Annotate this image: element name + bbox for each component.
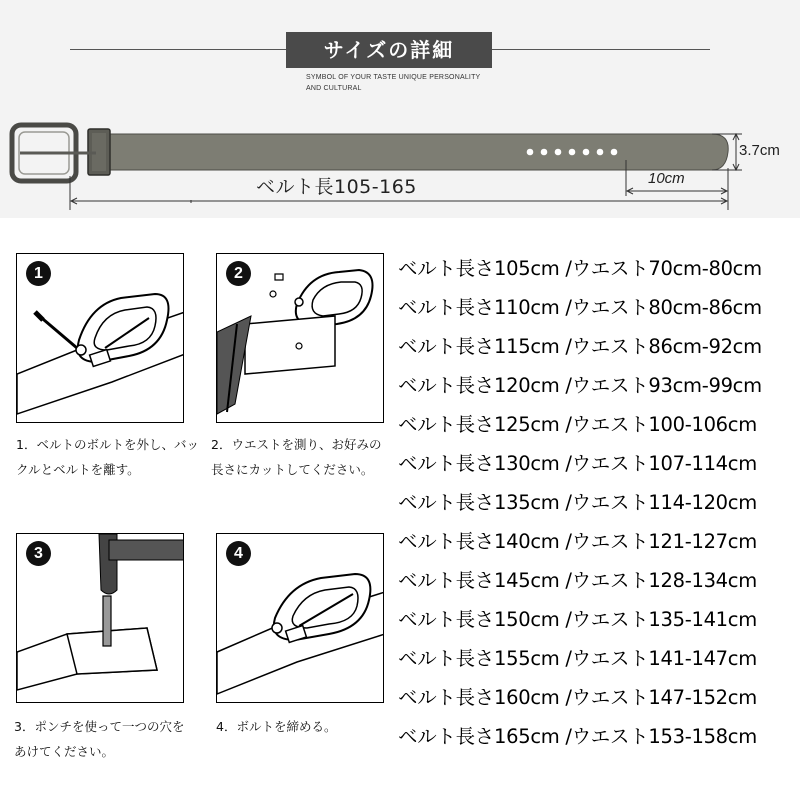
size-row: ベルト長さ145cm /ウエスト128-134cm xyxy=(398,569,757,592)
step-1-caption: 1．ベルトのボルトを外し、バックルとベルトを離す。 xyxy=(16,437,199,477)
step-2-panel xyxy=(216,253,384,423)
step-2-illustration xyxy=(217,254,384,423)
step-1-illustration xyxy=(17,254,184,423)
belt-strap xyxy=(104,134,728,170)
belt-end-label: 10cm xyxy=(648,170,685,187)
size-row: ベルト長さ140cm /ウエスト121-127cm xyxy=(398,530,757,553)
step-3-panel xyxy=(16,533,184,703)
step-4-caption: 4．ボルトを締める。 xyxy=(216,719,337,734)
step-2-caption: 2．ウエストを測り、お好みの長さにカットしてください。 xyxy=(211,437,382,477)
step-4-panel xyxy=(216,533,384,703)
size-row: ベルト長さ165cm /ウエスト153-158cm xyxy=(398,725,757,748)
size-row: ベルト長さ135cm /ウエスト114-120cm xyxy=(398,491,757,514)
step-1-panel xyxy=(16,253,184,423)
step-1-badge: 1 xyxy=(26,261,51,286)
size-row: ベルト長さ110cm /ウエスト80cm-86cm xyxy=(398,296,762,319)
page-subtitle: SYMBOL OF YOUR TASTE UNIQUE PERSONALITY AND CULTURAL xyxy=(306,74,481,92)
step-2-badge: 2 xyxy=(226,261,251,286)
step-3-caption: 3．ポンチを使って一つの穴をあけてください。 xyxy=(14,719,185,759)
step-3-badge: 3 xyxy=(26,541,51,566)
size-row: ベルト長さ125cm /ウエスト100-106cm xyxy=(398,413,757,436)
size-row: ベルト長さ105cm /ウエスト70cm-80cm xyxy=(398,257,762,280)
step-3-illustration xyxy=(17,534,184,703)
step-4-badge: 4 xyxy=(226,541,251,566)
size-row: ベルト長さ150cm /ウエスト135-141cm xyxy=(398,608,757,631)
page-title: サイズの詳細 xyxy=(286,32,492,68)
belt-width-label: 3.7cm xyxy=(739,142,780,159)
step-4-illustration xyxy=(217,534,384,703)
size-row: ベルト長さ155cm /ウエスト141-147cm xyxy=(398,647,757,670)
belt-illustration xyxy=(0,110,800,220)
size-row: ベルト長さ130cm /ウエスト107-114cm xyxy=(398,452,757,475)
size-table xyxy=(398,250,798,757)
size-row: ベルト長さ120cm /ウエスト93cm-99cm xyxy=(398,374,762,397)
size-row: ベルト長さ115cm /ウエスト86cm-92cm xyxy=(398,335,762,358)
size-row: ベルト長さ160cm /ウエスト147-152cm xyxy=(398,686,757,709)
belt-length-label: ベルト長105-165 xyxy=(256,176,417,198)
